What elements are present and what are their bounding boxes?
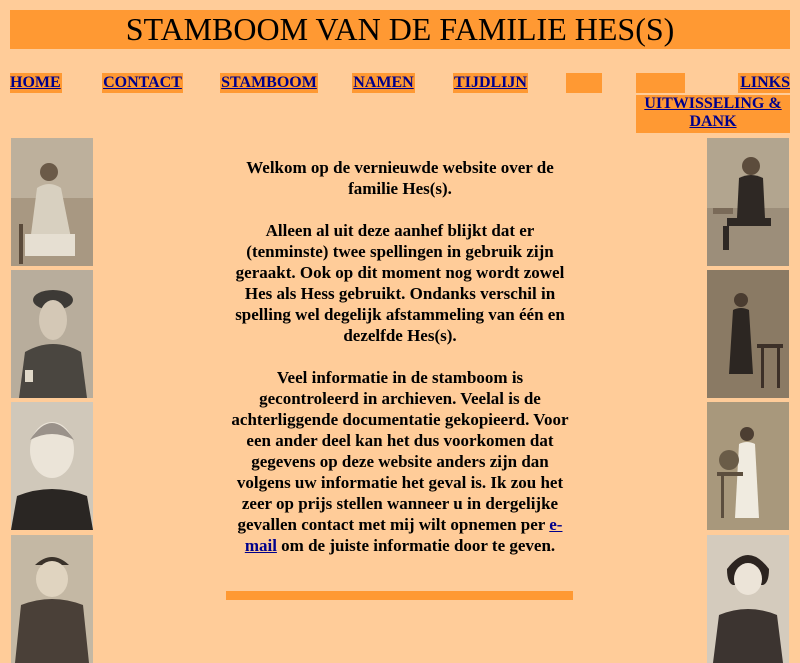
photo-woman-flowers <box>707 402 789 530</box>
photo-left-3 <box>11 402 93 530</box>
photo-young-man <box>11 535 93 663</box>
information-text-after: om de juiste informatie door te geven. <box>276 536 556 555</box>
page-title-text: STAMBOOM VAN DE FAMILIE HES(S) <box>125 11 675 47</box>
photo-soldier <box>11 270 93 398</box>
photo-right-2 <box>707 270 789 398</box>
photo-left-4 <box>11 535 93 663</box>
photo-seated-man <box>707 138 789 266</box>
nav-item-empty-2 <box>636 73 685 93</box>
nav-item-namen[interactable] <box>352 73 415 93</box>
photo-right-4 <box>707 535 789 663</box>
page-title <box>10 10 790 49</box>
nav-item-uitwisseling[interactable] <box>636 95 790 133</box>
main-content <box>226 157 574 577</box>
nav-item-tijdlijn[interactable] <box>453 73 528 93</box>
nav-link-home[interactable]: HOME <box>10 74 61 91</box>
nav-item-contact[interactable] <box>102 73 183 93</box>
intro-paragraph: Welkom op de vernieuwde website over de familie Hes(s). <box>246 158 554 198</box>
nav-item-links[interactable] <box>738 73 790 93</box>
photo-right-1 <box>707 138 789 266</box>
nav-link-links[interactable]: LINKS <box>740 74 790 91</box>
nav-link-tijdlijn[interactable]: TIJDLIJN <box>454 74 527 91</box>
nav-link-contact[interactable]: CONTACT <box>103 74 182 91</box>
photo-standing-woman <box>707 270 789 398</box>
information-text-before: Veel informatie in de stamboom is gecontroleerd in archieven. Veelal is de achterliggende documentatie gekopieerd. Voor een ander deel kan het dus voorkomen dat gegevens op deze website anders zijn dan volgens uw informatie het geval is. Ik zou het zeer op prijs stellen wanneer u in dergelijke gevallen contact met mij wilt opnemen per <box>231 368 569 534</box>
nav-item-stamboom[interactable] <box>220 73 318 93</box>
photo-right-3 <box>707 402 789 530</box>
photo-left-1 <box>11 138 93 266</box>
photo-elderly-woman <box>11 402 93 530</box>
nav-item-empty-1 <box>566 73 602 93</box>
nav-link-stamboom[interactable]: STAMBOOM <box>221 74 317 91</box>
spelling-paragraph: Alleen al uit deze aanhef blijkt dat er (tenminste) twee spellingen in gebruik zijn geraakt. Ook op dit moment nog wordt zowel Hes als Hess gebruikt. Ondanks verschil in spelling wel degelijk afstammeling van één en dezelfde Hes(s). <box>235 221 565 345</box>
nav-item-home[interactable] <box>10 73 62 93</box>
email-link[interactable]: e-mail <box>244 515 563 555</box>
nav-link-namen[interactable]: NAMEN <box>353 74 414 91</box>
photo-woman-portrait <box>707 535 789 663</box>
photo-left-2 <box>11 270 93 398</box>
nav-link-uitwisseling[interactable]: UITWISSELING & DANK <box>644 95 782 130</box>
information-paragraph <box>226 367 574 556</box>
photo-seated-woman <box>11 138 93 266</box>
content-bottom-bar <box>226 591 573 600</box>
